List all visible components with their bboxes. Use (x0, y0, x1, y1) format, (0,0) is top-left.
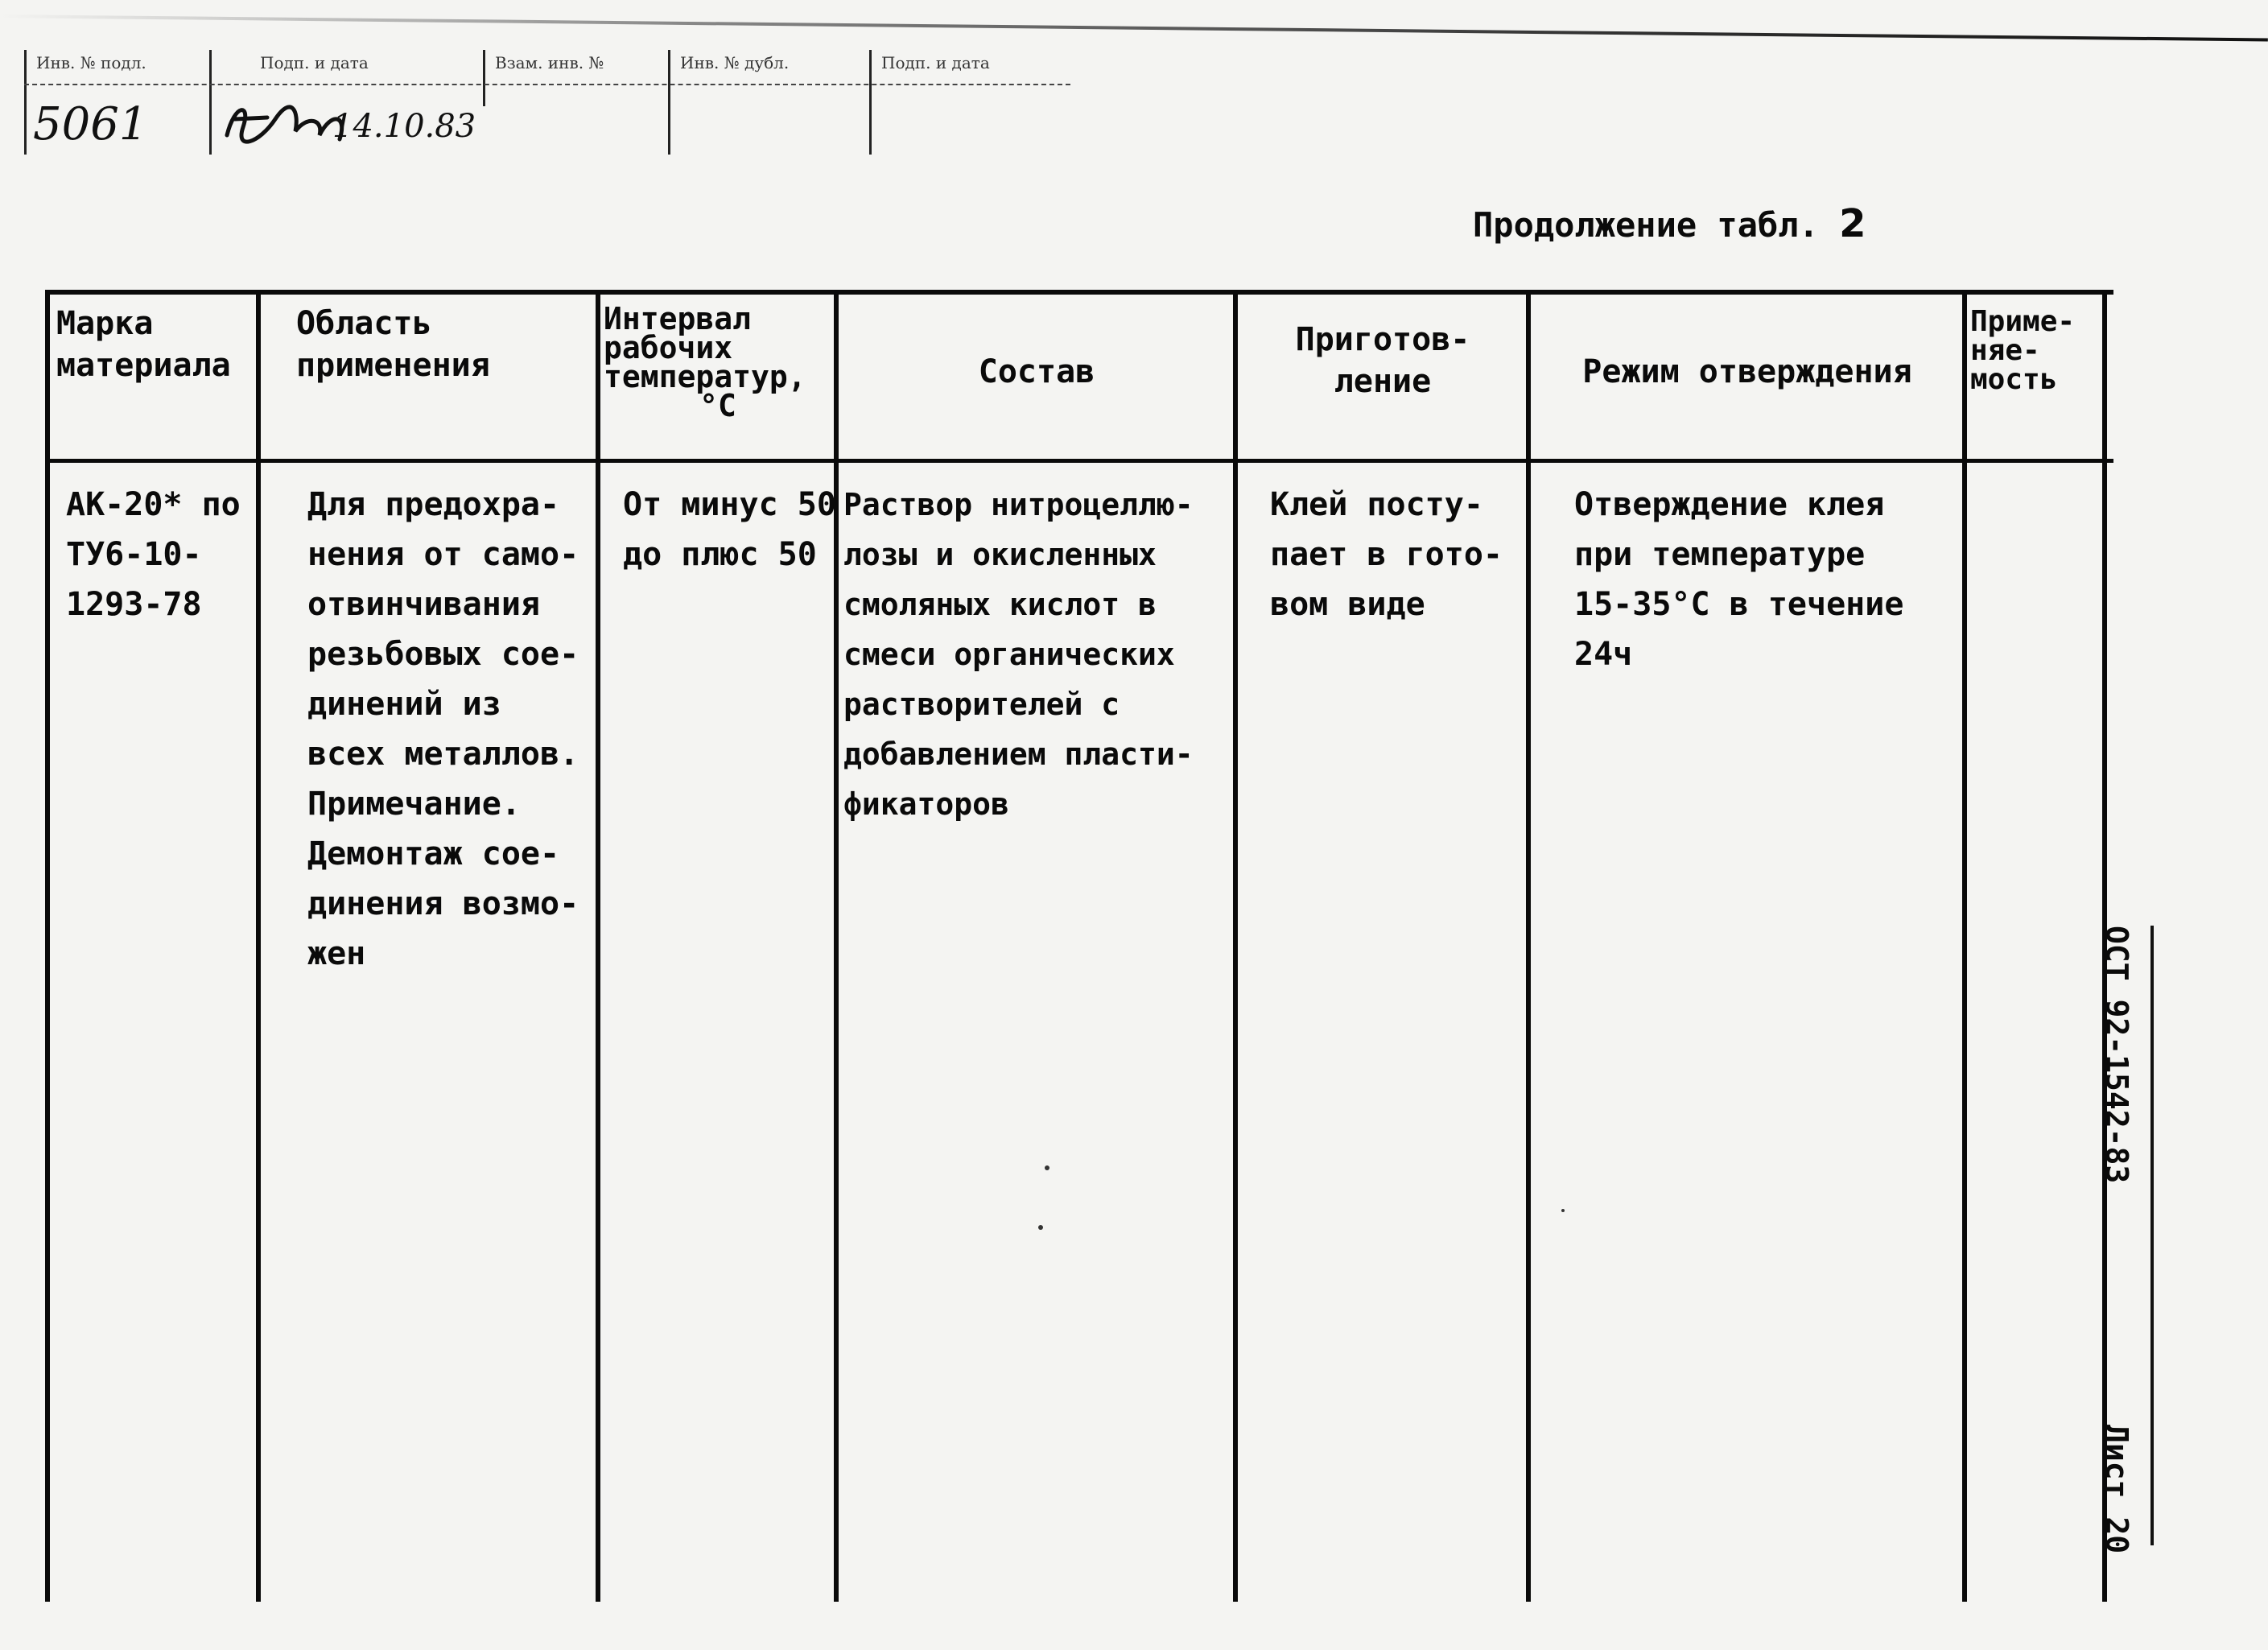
scan-edge (0, 14, 2268, 42)
caption-number: 2 (1839, 201, 1866, 246)
header-material: Марка материала (56, 305, 231, 384)
stamp-label: Взам. инв. № (495, 53, 604, 72)
document-code: ОСТ 92-1542-83 (2099, 926, 2134, 1184)
stamp-cell-dup (668, 50, 872, 155)
stamp-label: Подп. и дата (260, 53, 369, 72)
header-composition: Состав (978, 353, 1095, 390)
col-border (1526, 290, 1531, 1602)
cell-composition: Раствор нитроцеллю- лозы и окисленных смоляных кислот в смеси органических растворителей с добавлением пласти- фикаторов (843, 487, 1194, 822)
col-border (1233, 290, 1238, 1602)
margin-rule (2150, 926, 2154, 1545)
signature-date: 14.10.83 (332, 108, 476, 145)
cell-application: Для предохра- нения от само- отвинчивания резьбовых сое- динений из всех металлов. Примечание. Демонтаж сое- динения возмо- жен (307, 486, 579, 972)
caption-text: Продолжение табл. (1473, 205, 1819, 245)
stamp-cell-replace (483, 50, 670, 106)
header-curing: Режим отверждения (1582, 353, 1912, 390)
col-border (256, 290, 261, 1602)
materials-table (45, 290, 2113, 1602)
scan-speck (1038, 1225, 1043, 1230)
table-caption (1473, 201, 1866, 246)
scan-speck (1045, 1165, 1049, 1170)
header-bottom-border (45, 459, 2113, 463)
cell-preparation: Клей посту- пает в гото- вом виде (1270, 486, 1503, 623)
table-top-border (45, 290, 2113, 295)
stamp-label: Инв. № подл. (36, 53, 146, 72)
header-preparation: Приготов- ление (1295, 321, 1470, 400)
header-application: Область применения (296, 305, 490, 384)
col-border (1962, 290, 1967, 1602)
stamp-rule (24, 84, 1070, 87)
handwritten-signature (219, 95, 460, 151)
stamp-cell-sign2 (869, 50, 1073, 155)
col-border (45, 290, 50, 1602)
header-applicability: Приме- няе- мость (1970, 305, 2076, 396)
approval-stamp (24, 50, 1070, 155)
cell-curing: Отверждение клея при температуре 15-35°С в течение 24ч (1574, 486, 1904, 673)
stamp-label: Инв. № дубл. (680, 53, 790, 72)
stamp-label: Подп. и дата (881, 53, 990, 72)
col-border (596, 290, 600, 1602)
sheet-number: Лист 20 (2099, 1425, 2134, 1554)
header-temperature: Интервал рабочих температур, °С (604, 301, 806, 423)
scan-speck (1561, 1209, 1565, 1212)
cell-temperature: От минус 50 до плюс 50 (623, 486, 836, 573)
cell-material: АК-20* по ТУ6-10- 1293-78 (66, 486, 241, 623)
stamp-cell-inv (24, 50, 212, 155)
inv-number: 5061 (33, 98, 148, 151)
